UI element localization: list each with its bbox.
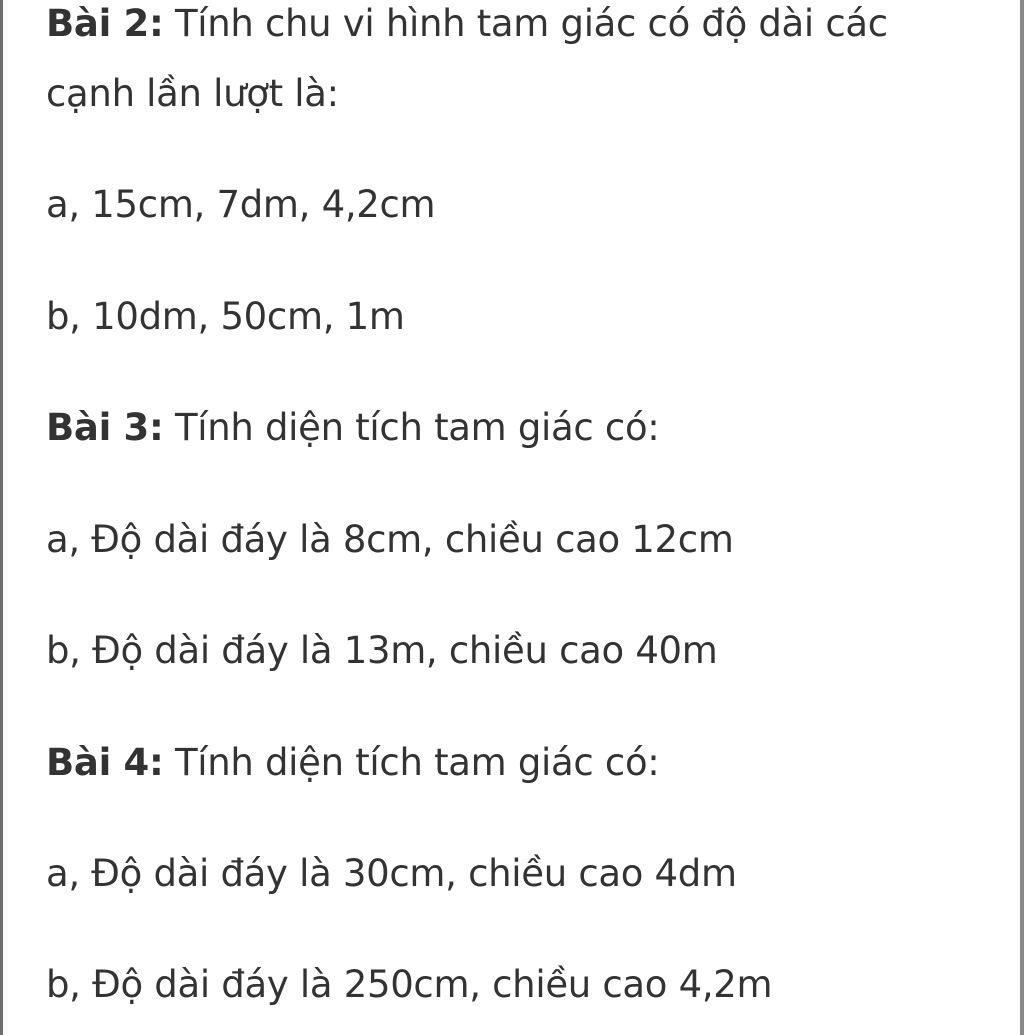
exercise-2-prompt-continued: cạnh lần lượt là: <box>46 72 339 115</box>
exercise-2-heading <box>46 2 888 46</box>
exercise-2-prompt: Tính chu vi hình tam giác có độ dài các <box>163 2 888 45</box>
exercise-4-item-b: b, Độ dài đáy là 250cm, chiều cao 4,2m <box>46 963 773 1006</box>
left-border <box>0 0 3 1035</box>
exercise-4-label: Bài 4: <box>46 741 164 784</box>
exercise-4-item-a: a, Độ dài đáy là 30cm, chiều cao 4dm <box>46 852 737 895</box>
right-border <box>1020 0 1024 1035</box>
exercise-4-prompt: Tính diện tích tam giác có: <box>163 741 660 784</box>
exercise-3-item-a: a, Độ dài đáy là 8cm, chiều cao 12cm <box>46 518 734 561</box>
exercise-3-label: Bài 3: <box>46 406 164 449</box>
exercise-2-label: Bài 2: <box>46 2 164 45</box>
exercise-2-item-a: a, 15cm, 7dm, 4,2cm <box>46 183 436 226</box>
exercise-3-prompt: Tính diện tích tam giác có: <box>163 406 660 449</box>
exercise-2-item-b: b, 10dm, 50cm, 1m <box>46 295 405 338</box>
exercise-3-heading <box>46 406 659 450</box>
exercise-4-heading <box>46 741 659 785</box>
exercise-3-item-b: b, Độ dài đáy là 13m, chiều cao 40m <box>46 629 718 672</box>
